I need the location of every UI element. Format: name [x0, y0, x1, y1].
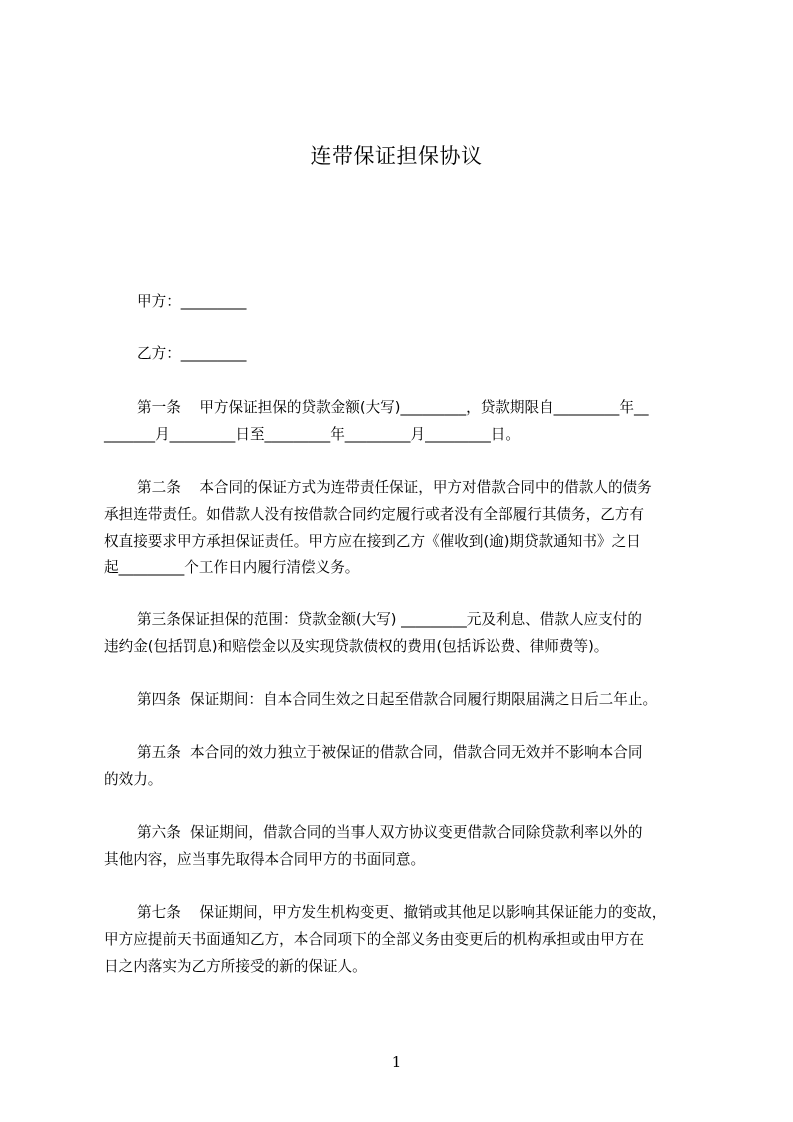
- party-b-line: 乙方：_________: [137, 345, 247, 362]
- clause-5-line-1: 第五条 本合同的效力独立于被保证的借款合同，借款合同无效并不影响本合同: [137, 744, 643, 761]
- clause-5-line-2: 的效力。: [104, 771, 163, 788]
- clause-2-line-1: 第二条 本合同的保证方式为连带责任保证，甲方对借款合同中的借款人的债务: [137, 479, 652, 496]
- party-a-line: 甲方：_________: [137, 293, 247, 310]
- clause-7-line-1: 第七条 保证期间，甲方发生机构变更、撤销或其他足以影响其保证能力的变故，: [137, 904, 667, 921]
- clause-7-line-2: 甲方应提前天书面通知乙方，本合同项下的全部义务由变更后的机构承担或由甲方在: [104, 931, 644, 948]
- page-number: 1: [391, 1053, 402, 1071]
- clause-2-line-3: 权直接要求甲方承担保证责任。甲方应在接到乙方《催收到(逾)期贷款通知书》之日: [104, 533, 641, 550]
- document-title: 连带保证担保协议: [310, 144, 483, 168]
- clause-3-line-2: 违约金(包括罚息)和赔偿金以及实现贷款债权的费用(包括诉讼费、律师费等)。: [104, 638, 609, 655]
- clause-6-line-1: 第六条 保证期间，借款合同的当事人双方协议变更借款合同除贷款利率以外的: [137, 824, 643, 841]
- clause-7-line-3: 日之内落实为乙方所接受的新的保证人。: [104, 958, 367, 975]
- clause-1-line-2: _______月_________日至_________年_________月_________日。: [104, 426, 520, 443]
- clause-2-line-2: 承担连带责任。如借款人没有按借款合同约定履行或者没有全部履行其债务，乙方有: [104, 506, 644, 523]
- clause-4-line-1: 第四条 保证期间：自本合同生效之日起至借款合同履行期限届满之日后二年止。: [137, 691, 658, 708]
- clause-3-line-1: 第三条保证担保的范围：贷款金额(大写) _________元及利息、借款人应支付的: [137, 611, 642, 628]
- clause-2-line-4: 起_________个工作日内履行清偿义务。: [104, 559, 360, 576]
- clause-6-line-2: 其他内容，应当事先取得本合同甲方的书面同意。: [104, 851, 426, 868]
- clause-1-line-1: 第一条 甲方保证担保的贷款金额(大写)_________，贷款期限自_________年__: [137, 399, 649, 416]
